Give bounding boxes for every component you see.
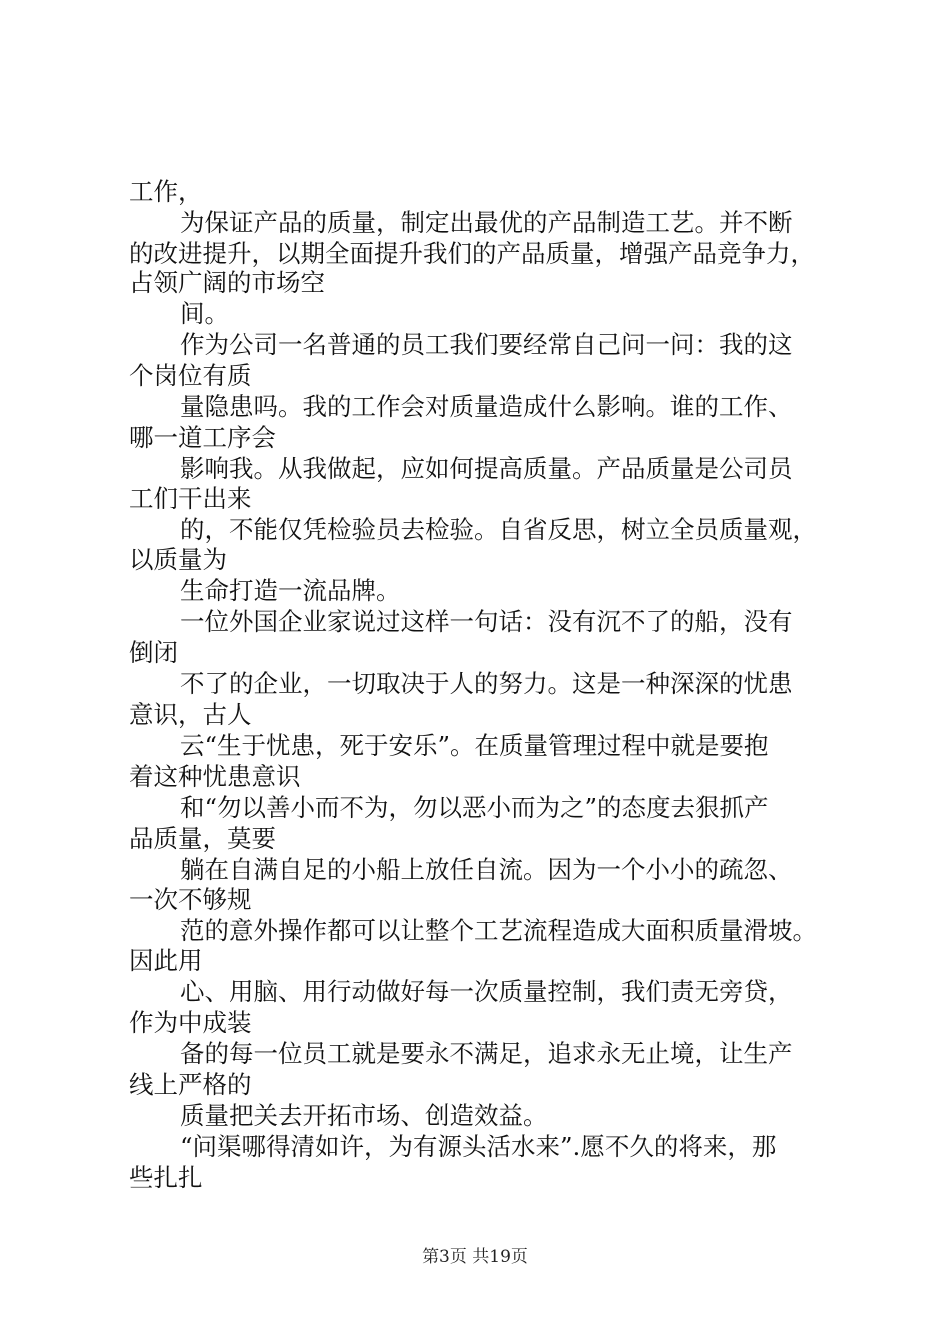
- text-line: 心、用脑、用行动做好每一次质量控制，我们责无旁贷，: [180, 977, 793, 1006]
- text-line: 备的每一位员工就是要永不满足，追求永无止境，让生产: [180, 1039, 793, 1068]
- text-line: 工作，: [129, 177, 203, 206]
- text-line: 一次不够规: [129, 885, 252, 914]
- text-line: 一位外国企业家说过这样一句话：没有沉不了的船，没有: [180, 607, 793, 636]
- text-line: 躺在自满自足的小船上放任自流。因为一个小小的疏忽、: [180, 855, 793, 884]
- text-line: 间。: [180, 299, 229, 328]
- text-line: 范的意外操作都可以让整个工艺流程造成大面积质量滑坡。: [180, 916, 817, 945]
- text-line: 些扎扎: [129, 1163, 203, 1192]
- page-number-footer: 第3页 共19页: [422, 1247, 528, 1267]
- text-line: 的改进提升，以期全面提升我们的产品质量，增强产品竞争力，: [129, 239, 815, 268]
- text-line: 个岗位有质: [129, 361, 252, 390]
- text-line: 倒闭: [129, 638, 178, 667]
- text-line: 作为公司一名普通的员工我们要经常自己问一问：我的这: [180, 330, 793, 359]
- text-line: 生命打造一流品牌。: [180, 576, 401, 605]
- text-line: 品质量，莫要: [129, 824, 276, 853]
- text-line: 以质量为: [129, 545, 227, 574]
- text-line: 因此用: [129, 946, 203, 975]
- text-line: 为保证产品的质量，制定出最优的产品制造工艺。并不断: [180, 208, 793, 237]
- text-line: 占领广阔的市场空: [129, 268, 325, 297]
- text-line: 量隐患吗。我的工作会对质量造成什么影响。谁的工作、: [180, 392, 793, 421]
- text-line: 着这种忧患意识: [129, 762, 301, 791]
- text-line: 意识，古人: [129, 700, 252, 729]
- text-line: “问渠哪得清如许，为有源头活水来”.愿不久的将来，那: [180, 1132, 777, 1161]
- text-line: 和“勿以善小而不为，勿以恶小而为之”的态度去狠抓产: [180, 793, 769, 822]
- text-line: 云“生于忧患，死于安乐”。在质量管理过程中就是要抱: [180, 731, 769, 760]
- text-line: 影响我。从我做起，应如何提高质量。产品质量是公司员: [180, 454, 793, 483]
- text-line: 工们干出来: [129, 484, 252, 513]
- text-line: 质量把关去开拓市场、创造效益。: [180, 1101, 548, 1130]
- text-line: 作为中成装: [129, 1008, 252, 1037]
- text-line: 哪一道工序会: [129, 423, 276, 452]
- text-line: 不了的企业，一切取决于人的努力。这是一种深深的忧患: [180, 669, 793, 698]
- text-line: 的，不能仅凭检验员去检验。自省反思，树立全员质量观，: [180, 515, 817, 544]
- text-line: 线上严格的: [129, 1070, 252, 1099]
